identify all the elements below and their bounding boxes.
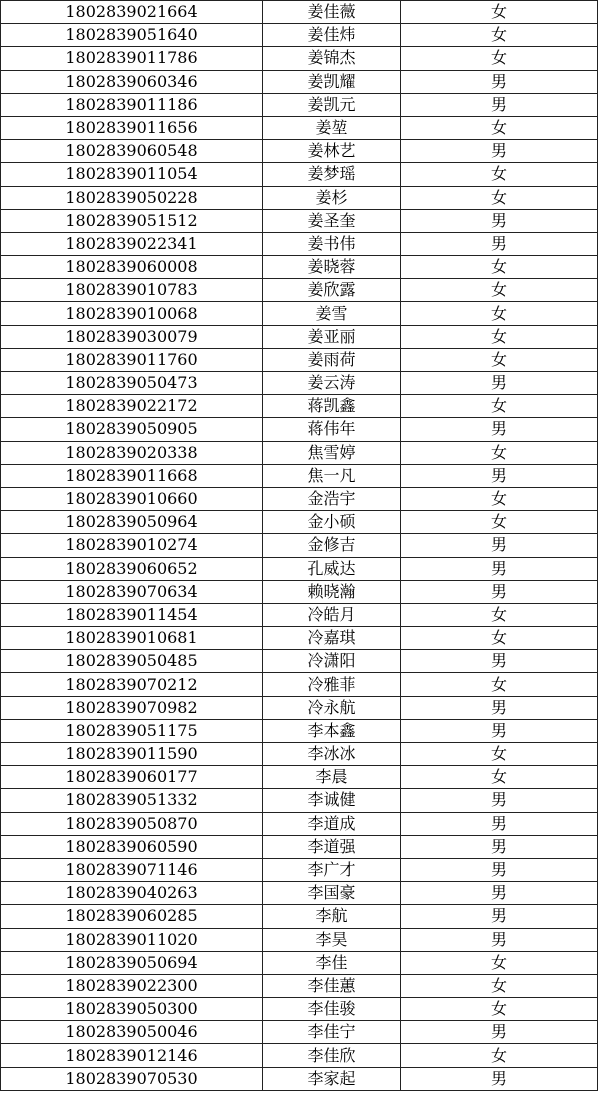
student-name-cell: 蒋伟年 [263, 418, 401, 441]
student-gender-cell: 男 [401, 1021, 598, 1044]
table-row [1, 534, 598, 557]
student-id-cell: 1802839060590 [1, 835, 263, 858]
student-gender-cell: 女 [401, 603, 598, 626]
table-row [1, 974, 598, 997]
student-id-cell: 1802839011668 [1, 464, 263, 487]
student-gender-cell: 男 [401, 140, 598, 163]
table-row [1, 951, 598, 974]
student-name-cell: 孔威达 [263, 557, 401, 580]
student-id-cell: 1802839051512 [1, 209, 263, 232]
student-id-cell: 1802839021664 [1, 1, 263, 24]
student-id-cell: 1802839050485 [1, 650, 263, 673]
student-id-cell: 1802839022300 [1, 974, 263, 997]
student-id-cell: 1802839060346 [1, 70, 263, 93]
student-gender-cell: 男 [401, 882, 598, 905]
table-row [1, 835, 598, 858]
student-id-cell: 1802839020338 [1, 441, 263, 464]
student-id-cell: 1802839050228 [1, 186, 263, 209]
table-row [1, 1, 598, 24]
student-id-cell: 1802839071146 [1, 858, 263, 881]
student-id-cell: 1802839060177 [1, 766, 263, 789]
table-row [1, 70, 598, 93]
student-name-cell: 李冰冰 [263, 743, 401, 766]
student-gender-cell: 女 [401, 743, 598, 766]
student-gender-cell: 女 [401, 325, 598, 348]
table-body [1, 1, 598, 1091]
student-id-cell: 1802839010660 [1, 487, 263, 510]
student-id-cell: 1802839011054 [1, 163, 263, 186]
student-id-cell: 1802839011454 [1, 603, 263, 626]
student-gender-cell: 女 [401, 47, 598, 70]
student-name-cell: 李航 [263, 905, 401, 928]
table-row [1, 47, 598, 70]
table-row [1, 1021, 598, 1044]
student-name-cell: 李佳骏 [263, 998, 401, 1021]
student-name-cell: 李佳 [263, 951, 401, 974]
student-name-cell: 李晨 [263, 766, 401, 789]
student-id-cell: 1802839060008 [1, 256, 263, 279]
student-name-cell: 冷皓月 [263, 603, 401, 626]
student-id-cell: 1802839011760 [1, 348, 263, 371]
table-row [1, 232, 598, 255]
student-name-cell: 李佳宁 [263, 1021, 401, 1044]
table-row [1, 719, 598, 742]
student-id-cell: 1802839051332 [1, 789, 263, 812]
student-name-cell: 李广才 [263, 858, 401, 881]
student-name-cell: 李佳蕙 [263, 974, 401, 997]
student-gender-cell: 女 [401, 348, 598, 371]
student-name-cell: 李昊 [263, 928, 401, 951]
student-id-cell: 1802839030079 [1, 325, 263, 348]
table-row [1, 325, 598, 348]
table-row [1, 163, 598, 186]
student-gender-cell: 男 [401, 812, 598, 835]
table-row [1, 789, 598, 812]
student-name-cell: 焦一凡 [263, 464, 401, 487]
student-gender-cell: 女 [401, 673, 598, 696]
student-id-cell: 1802839051175 [1, 719, 263, 742]
table-row [1, 905, 598, 928]
student-gender-cell: 女 [401, 487, 598, 510]
student-gender-cell: 男 [401, 789, 598, 812]
table-row [1, 418, 598, 441]
table-row [1, 650, 598, 673]
student-id-cell: 1802839051640 [1, 24, 263, 47]
table-row [1, 1044, 598, 1067]
student-name-cell: 姜圣奎 [263, 209, 401, 232]
student-gender-cell: 男 [401, 580, 598, 603]
student-gender-cell: 女 [401, 627, 598, 650]
student-name-cell: 姜佳薇 [263, 1, 401, 24]
table-row [1, 858, 598, 881]
student-name-cell: 姜云涛 [263, 372, 401, 395]
student-gender-cell: 男 [401, 372, 598, 395]
student-gender-cell: 男 [401, 835, 598, 858]
table-row [1, 256, 598, 279]
student-name-cell: 蒋凯鑫 [263, 395, 401, 418]
student-name-cell: 姜林艺 [263, 140, 401, 163]
student-name-cell: 金浩宇 [263, 487, 401, 510]
table-row [1, 673, 598, 696]
table-row [1, 580, 598, 603]
table-row [1, 487, 598, 510]
student-id-cell: 1802839070634 [1, 580, 263, 603]
student-name-cell: 姜凯耀 [263, 70, 401, 93]
student-gender-cell: 男 [401, 534, 598, 557]
table-row [1, 302, 598, 325]
student-name-cell: 姜雨荷 [263, 348, 401, 371]
student-id-cell: 1802839070982 [1, 696, 263, 719]
student-gender-cell: 女 [401, 116, 598, 139]
student-id-cell: 1802839050300 [1, 998, 263, 1021]
student-id-cell: 1802839050473 [1, 372, 263, 395]
table-row [1, 186, 598, 209]
student-name-cell: 金修吉 [263, 534, 401, 557]
student-name-cell: 姜亚丽 [263, 325, 401, 348]
student-name-cell: 李家起 [263, 1067, 401, 1090]
student-gender-cell: 男 [401, 928, 598, 951]
student-name-cell: 李佳欣 [263, 1044, 401, 1067]
student-gender-cell: 男 [401, 905, 598, 928]
student-name-cell: 焦雪婷 [263, 441, 401, 464]
table-row [1, 372, 598, 395]
student-id-cell: 1802839050046 [1, 1021, 263, 1044]
student-gender-cell: 男 [401, 1067, 598, 1090]
student-name-cell: 冷潇阳 [263, 650, 401, 673]
student-id-cell: 1802839070530 [1, 1067, 263, 1090]
student-gender-cell: 男 [401, 858, 598, 881]
student-gender-cell: 女 [401, 951, 598, 974]
student-name-cell: 姜晓蓉 [263, 256, 401, 279]
table-row [1, 441, 598, 464]
student-id-cell: 1802839050964 [1, 511, 263, 534]
table-row [1, 743, 598, 766]
student-id-cell: 1802839022172 [1, 395, 263, 418]
student-gender-cell: 女 [401, 302, 598, 325]
student-gender-cell: 女 [401, 1, 598, 24]
student-gender-cell: 男 [401, 464, 598, 487]
student-name-cell: 冷嘉琪 [263, 627, 401, 650]
student-name-cell: 姜锦杰 [263, 47, 401, 70]
student-gender-cell: 男 [401, 93, 598, 116]
student-id-cell: 1802839011590 [1, 743, 263, 766]
student-id-cell: 1802839040263 [1, 882, 263, 905]
student-name-cell: 冷雅菲 [263, 673, 401, 696]
student-name-cell: 李道成 [263, 812, 401, 835]
student-gender-cell: 女 [401, 511, 598, 534]
student-id-cell: 1802839011020 [1, 928, 263, 951]
student-gender-cell: 男 [401, 719, 598, 742]
table-row [1, 511, 598, 534]
student-gender-cell: 女 [401, 279, 598, 302]
table-row [1, 209, 598, 232]
student-gender-cell: 女 [401, 998, 598, 1021]
student-gender-cell: 女 [401, 163, 598, 186]
student-id-cell: 1802839012146 [1, 1044, 263, 1067]
table-row [1, 93, 598, 116]
student-gender-cell: 男 [401, 557, 598, 580]
student-id-cell: 1802839060548 [1, 140, 263, 163]
student-gender-cell: 男 [401, 650, 598, 673]
table-row [1, 1067, 598, 1090]
table-row [1, 766, 598, 789]
student-name-cell: 李诚健 [263, 789, 401, 812]
table-row [1, 998, 598, 1021]
table-row [1, 882, 598, 905]
student-id-cell: 1802839050694 [1, 951, 263, 974]
student-gender-cell: 女 [401, 256, 598, 279]
student-gender-cell: 女 [401, 974, 598, 997]
student-id-cell: 1802839010783 [1, 279, 263, 302]
student-name-cell: 李本鑫 [263, 719, 401, 742]
student-name-cell: 姜佳炜 [263, 24, 401, 47]
student-id-cell: 1802839022341 [1, 232, 263, 255]
student-name-cell: 李道强 [263, 835, 401, 858]
student-name-cell: 姜杉 [263, 186, 401, 209]
student-name-cell: 李国豪 [263, 882, 401, 905]
student-gender-cell: 女 [401, 766, 598, 789]
student-name-cell: 姜堃 [263, 116, 401, 139]
table-row [1, 24, 598, 47]
table-row [1, 812, 598, 835]
table-row [1, 279, 598, 302]
student-id-cell: 1802839010681 [1, 627, 263, 650]
student-name-cell: 姜书伟 [263, 232, 401, 255]
student-id-cell: 1802839050870 [1, 812, 263, 835]
student-id-cell: 1802839050905 [1, 418, 263, 441]
student-id-cell: 1802839011656 [1, 116, 263, 139]
table-row [1, 395, 598, 418]
table-row [1, 627, 598, 650]
table-row [1, 557, 598, 580]
table-row [1, 464, 598, 487]
student-id-cell: 1802839010068 [1, 302, 263, 325]
student-gender-cell: 女 [401, 441, 598, 464]
student-name-cell: 姜雪 [263, 302, 401, 325]
student-gender-cell: 男 [401, 70, 598, 93]
student-gender-cell: 女 [401, 186, 598, 209]
table-row [1, 603, 598, 626]
table-row [1, 928, 598, 951]
student-id-cell: 1802839011786 [1, 47, 263, 70]
student-gender-cell: 女 [401, 1044, 598, 1067]
student-name-cell: 金小硕 [263, 511, 401, 534]
table-row [1, 116, 598, 139]
student-name-cell: 冷永航 [263, 696, 401, 719]
student-gender-cell: 男 [401, 418, 598, 441]
student-name-cell: 赖晓瀚 [263, 580, 401, 603]
student-name-cell: 姜凯元 [263, 93, 401, 116]
student-name-cell: 姜梦瑶 [263, 163, 401, 186]
table-row [1, 348, 598, 371]
student-id-cell: 1802839060285 [1, 905, 263, 928]
table-row [1, 140, 598, 163]
student-gender-cell: 男 [401, 696, 598, 719]
student-gender-cell: 男 [401, 232, 598, 255]
student-id-cell: 1802839010274 [1, 534, 263, 557]
student-name-cell: 姜欣露 [263, 279, 401, 302]
student-gender-cell: 女 [401, 24, 598, 47]
table-row [1, 696, 598, 719]
student-gender-cell: 男 [401, 209, 598, 232]
student-gender-cell: 女 [401, 395, 598, 418]
student-id-cell: 1802839011186 [1, 93, 263, 116]
student-id-cell: 1802839060652 [1, 557, 263, 580]
student-id-cell: 1802839070212 [1, 673, 263, 696]
